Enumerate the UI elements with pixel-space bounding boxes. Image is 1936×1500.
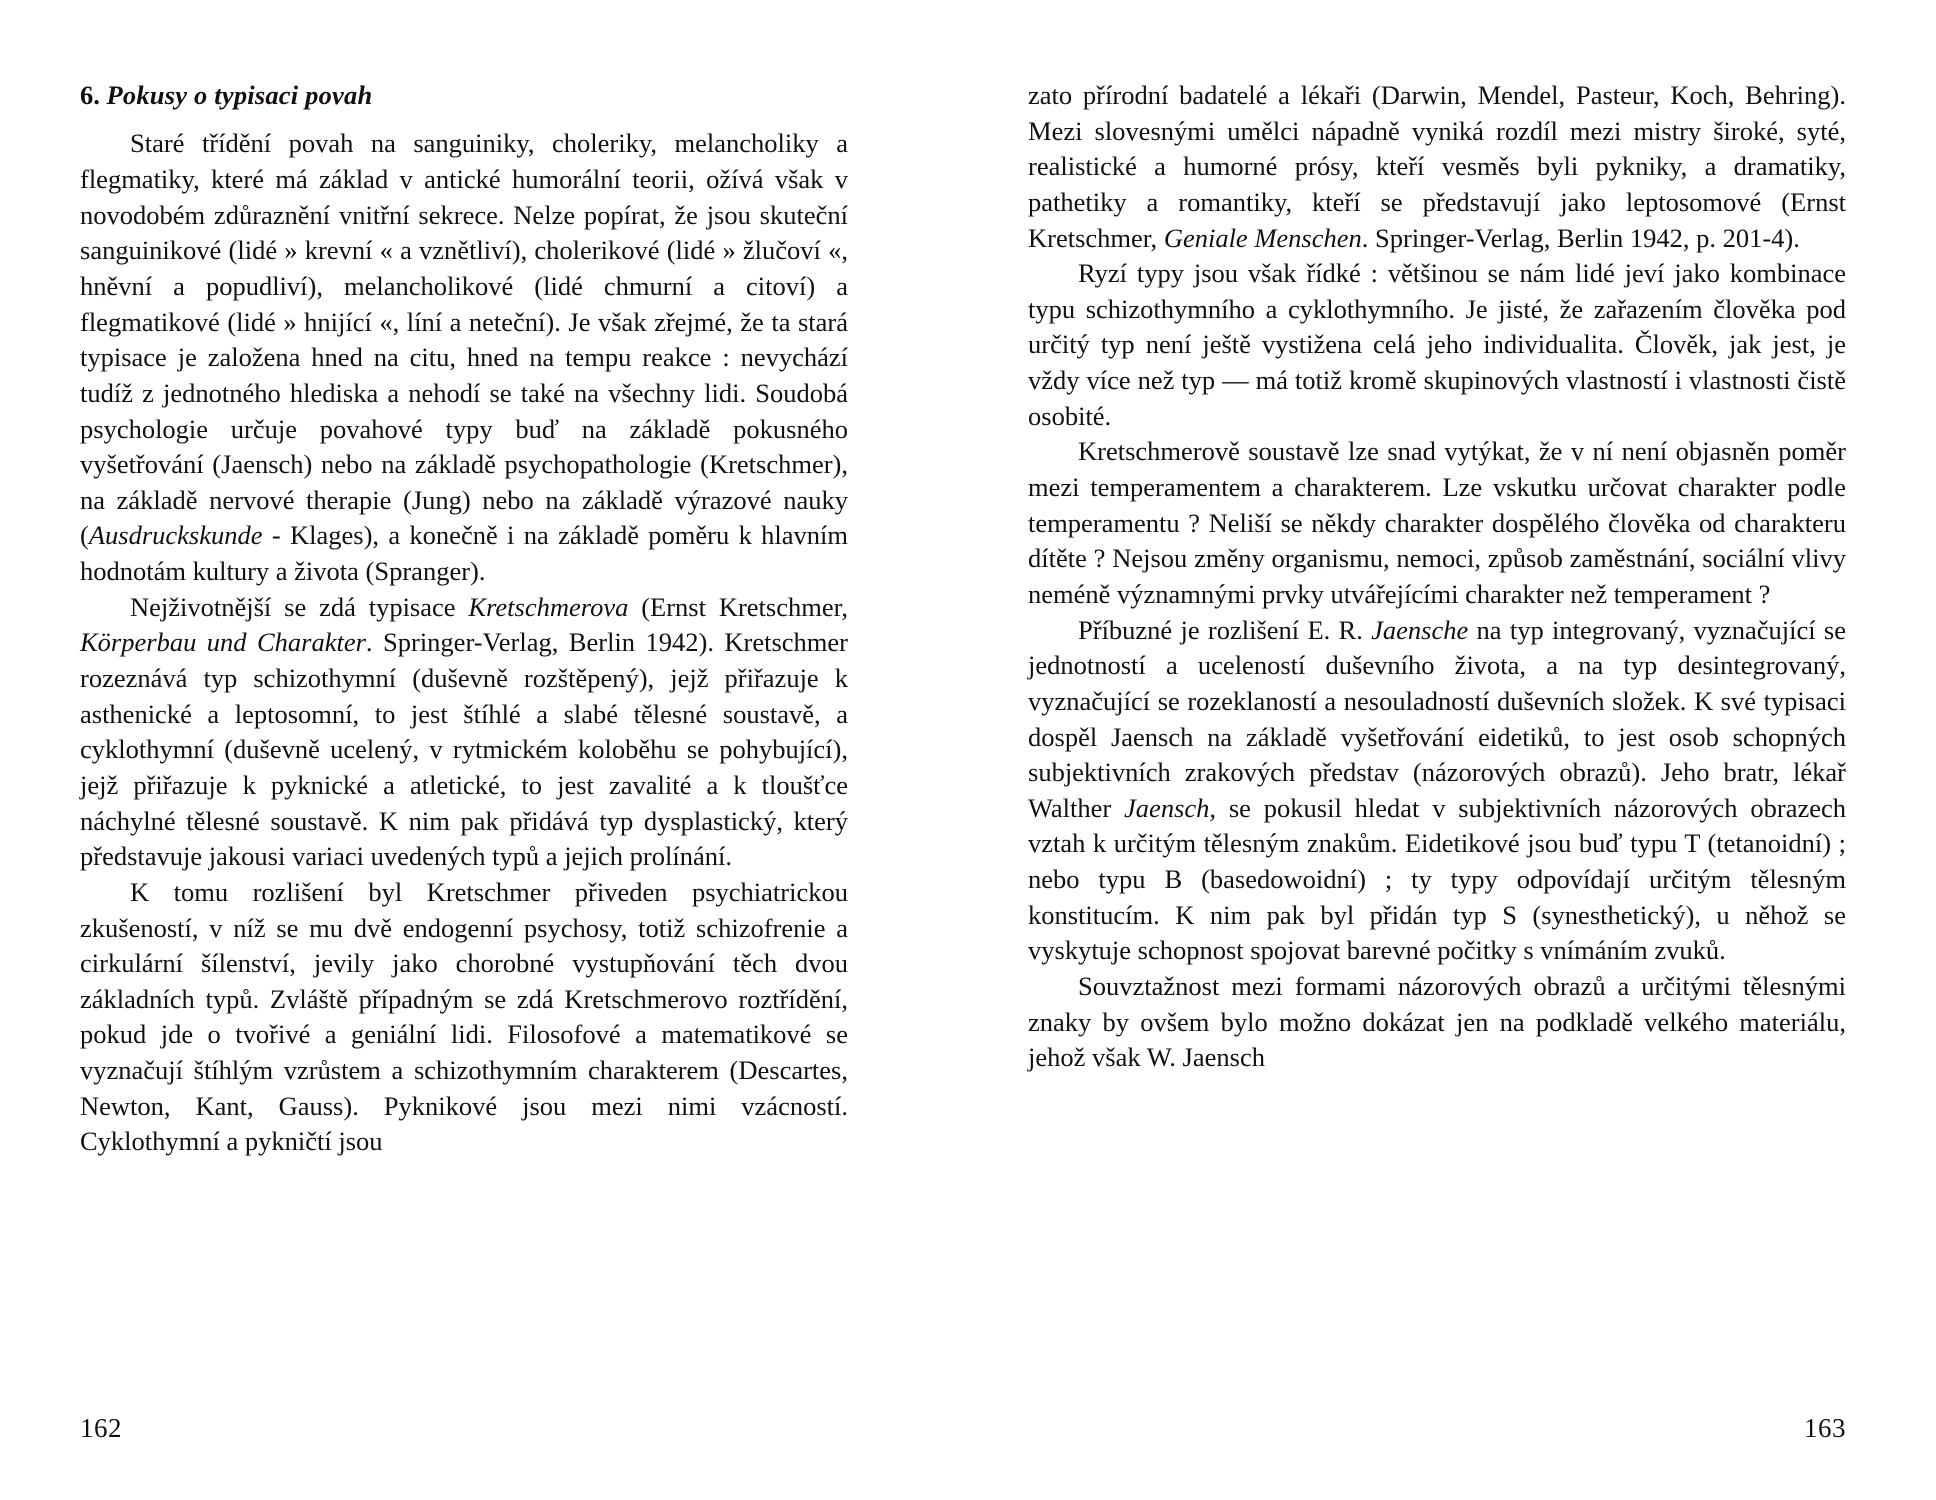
paragraph-continued: zato přírodní badatelé a lékaři (Darwin, Mendel, Pasteur, Koch, Behring). Mezi slovesnými umělci nápadně vyniká rozdíl mezi mistry široké, syté, realistické a humorné prósy, kteří vesměs byli pykniky, a dramatiky, pathetiky a romantiky, kteří se představují jako leptosomové (Ernst Kretschmer, Geniale Menschen. Springer-Verlag, Berlin 1942, p. 201-4). [1028,80,1846,253]
section-number: 6. [80,80,100,110]
page-right [968,0,1936,1500]
section-title: Pokusy o typisaci povah [106,80,373,110]
paragraph: Nejživotnější se zdá typisace Kretschmerova (Ernst Kretschmer, Körperbau und Charakter. Springer-Verlag, Berlin 1942). Kretschmer rozeznává typ schizothymní (duševně rozštěpený), jejž přiřazuje k asthenické a leptosomní, to jest štíhlé a slabé tělesné soustavě, a cyklothymní (duševně ucelený, v rytmickém koloběhu se pohybující), jejž přiřazuje k pyknické a atletické, to jest zavalité a k tloušťce náchylné tělesné soustavě. K nim pak přidává typ dysplastický, který představuje jakousi variaci uvedených typů a jejich prolínání. [80,591,849,872]
section-heading [80,78,848,112]
paragraph: Staré třídění povah na sanguiniky, choleriky, melancholiky a flegmatiky, které má základ v antické humorální teorii, ožívá však v novodobém zdůraznění vnitřní sekrece. Nelze popírat, že jsou skuteční sanguinikové (lidé » krevní « a vznětliví), cholerikové (lidé » žlučoví «, hněvní a popudliví), melancholikové (lidé chmurní a citoví) a flegmatikové (lidé » hnijící «, líní a neteční). Je však zřejmé, že ta stará typisace je založena hned na citu, hned na tempu reakce : nevychází tudíž z jednotného hlediska a nehodí se také na všechny lidi. Soudobá psychologie určuje povahové typy buď na základě pokusného vyšetřování (Jaensch) nebo na základě psychopathologie (Kretschmer), na základě nervové therapie (Jung) nebo na základě výrazové nauky (Ausdruckskunde - Klages), a konečně i na základě poměru k hlavním hodnotám kultury a života (Spranger). [80,128,848,587]
paragraph: Kretschmerově soustavě lze snad vytýkat, že v ní není objasněn poměr mezi temperamentem a charakterem. Lze vskutku určovat charakter podle temperamentu ? Neliší se někdy charakter dospělého člověka od charakteru dítěte ? Nejsou změny organismu, nemoci, způsob zaměstnání, sociální vlivy neméně významnými prvky utvářejícími charakter než temperament ? [1028,436,1846,609]
paragraph: Příbuzné je rozlišení E. R. Jaensche na typ integrovaný, vyznačující se jednotností a uceleností duševního života, a na typ desintegrovaný, vyznačující se rozeklaností a nesouladností duševních složek. K své typisaci dospěl Jaensch na základě vyšetřování eidetiků, to jest osob schopných subjektivních zrakových představ (názorových obrazů). Jeho bratr, lékař Walther Jaensch, se pokusil hledat v subjektivních názorových obrazech vztah k určitým tělesným znakům. Eidetikové jsou buď typu T (tetanoidní) ; nebo typu B (basedowoidní) ; ty typy odpovídají určitým tělesným konstitucím. K nim pak byl přidán typ S (synesthetický), u něhož se vyskytuje schopnost spojovat barevné počitky s vnímáním zvuků. [1028,614,1846,966]
paragraph: Ryzí typy jsou však řídké : většinou se nám lidé jeví jako kombinace typu schizothymního a cyklothymního. Je jisté, že zařazením člověka pod určitý typ není ještě vystižena celá jeho individualita. Člověk, jak jest, je vždy více než typ — má totiž kromě skupinových vlastností i vlastnosti čistě osobité. [1028,258,1846,431]
paragraph: K tomu rozlišení byl Kretschmer přiveden psychiatrickou zkušeností, v níž se mu dvě endogenní psychosy, totiž schizofrenie a cirkulární šílenství, jevily jako chorobné vystupňování těch dvou základních typů. Zvláště případným se zdá Kretschmerovo roztřídění, pokud jde o tvořivé a geniální lidi. Filosofové a matematikové se vyznačují štíhlým vzrůstem a schizothymním charakterem (Descartes, Newton, Kant, Gauss). Pyknikové jsou mezi nimi vzácností. Cyklothymní a pykničtí jsou [80,876,848,1157]
paragraph: Souvztažnost mezi formami názorových obrazů a určitými tělesnými znaky by ovšem bylo možno dokázat jen na podkladě velkého materiálu, jehož však W. Jaensch [1028,971,1846,1073]
left-column-text [80,78,848,1160]
page-number-right: 163 [1804,1413,1846,1443]
right-column-text [1028,78,1846,1076]
page-number-left: 162 [80,1413,122,1443]
